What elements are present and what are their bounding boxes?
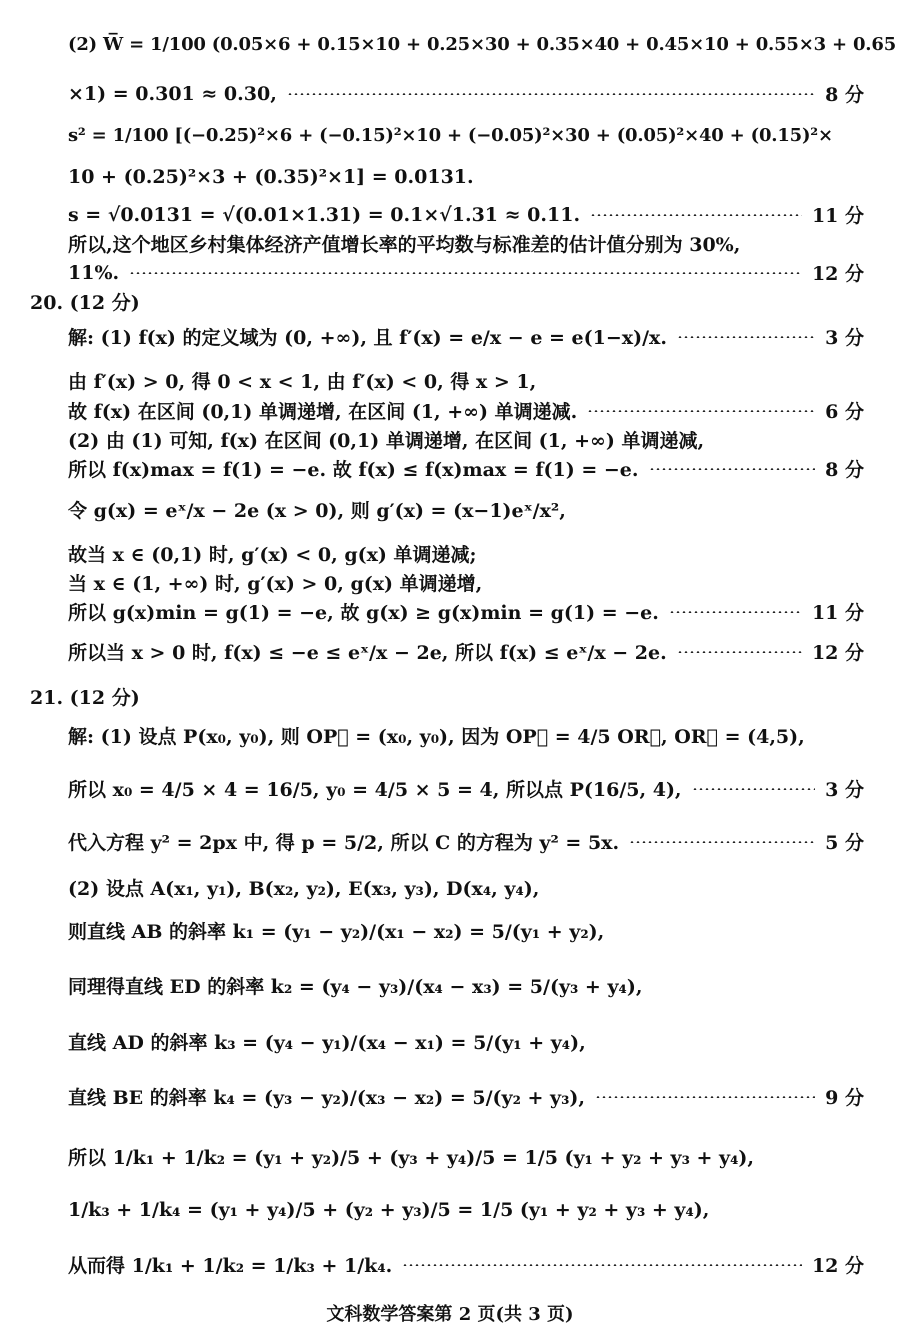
text-line — [68, 775, 864, 802]
line-text: 直线 BE 的斜率 k₄ = (y₃ − y₂)/(x₃ − x₂) = 5/(y₂ + y₃), — [68, 1087, 586, 1109]
line-text: 同理得直线 ED 的斜率 k₂ = (y₄ − y₃)/(x₄ − x₃) = 5/(y₃ + y₄), — [68, 976, 643, 998]
text-line — [68, 1028, 864, 1055]
line-text: 直线 AD 的斜率 k₃ = (y₄ − y₁)/(x₄ − x₁) = 5/(y₁ + y₄), — [68, 1032, 586, 1054]
dot-leader — [677, 336, 815, 338]
line-text: 故 f(x) 在区间 (0,1) 单调递增, 在区间 (1, +∞) 单调递减. — [68, 401, 578, 423]
dot-leader — [402, 1264, 802, 1266]
line-text: 代入方程 y² = 2px 中, 得 p = 5/2, 所以 C 的方程为 y² = 5x. — [68, 832, 620, 854]
score-label: 11 分 — [811, 205, 864, 227]
line-text: 解: (1) f(x) 的定义域为 (0, +∞), 且 f′(x) = e/x − e = e(1−x)/x. — [68, 327, 667, 349]
line-text: 解: (1) 设点 P(x₀, y₀), 则 OP⃗ = (x₀, y₀), 因为 OP⃗ = 4/5 OR⃗, OR⃗ = (4,5), — [68, 726, 805, 748]
text-line — [68, 426, 864, 453]
dot-leader — [629, 841, 815, 843]
dot-leader — [595, 1096, 815, 1098]
text-line — [68, 166, 864, 188]
text-line — [68, 1199, 864, 1221]
line-text: ×1) = 0.301 ≈ 0.30, — [68, 82, 277, 105]
line-text: (2) W̅ = 1/100 (0.05×6 + 0.15×10 + 0.25×30 + 0.35×40 + 0.45×10 + 0.55×3 + 0.65 — [68, 34, 897, 55]
score-label: 12 分 — [811, 1255, 864, 1277]
line-text: 1/k₃ + 1/k₄ = (y₁ + y₄)/5 + (y₂ + y₃)/5 = 1/5 (y₁ + y₂ + y₃ + y₄), — [68, 1199, 710, 1221]
dot-leader — [669, 611, 802, 613]
line-text: (2) 设点 A(x₁, y₁), B(x₂, y₂), E(x₃, y₃), D(x₄, y₄), — [68, 878, 540, 900]
line-text: s² = 1/100 [(−0.25)²×6 + (−0.15)²×10 + (−0.05)²×30 + (0.05)²×40 + (0.15)²× — [68, 125, 833, 146]
line-text: 故当 x ∈ (0,1) 时, g′(x) < 0, g(x) 单调递减; — [68, 544, 477, 566]
footer-text: 文科数学答案第 2 页(共 3 页) — [326, 1304, 574, 1325]
text-line — [68, 323, 864, 350]
question-heading — [30, 683, 864, 710]
text-line — [68, 598, 864, 625]
text-line — [68, 397, 864, 424]
text-line — [68, 1251, 864, 1278]
text-line — [68, 972, 864, 999]
dot-leader — [649, 468, 816, 470]
dot-leader — [692, 788, 816, 790]
text-line — [68, 722, 864, 749]
line-text: 当 x ∈ (1, +∞) 时, g′(x) > 0, g(x) 单调递增, — [68, 573, 483, 595]
score-label: 12 分 — [811, 642, 864, 664]
score-label: 11 分 — [811, 602, 864, 624]
line-text: 则直线 AB 的斜率 k₁ = (y₁ − y₂)/(x₁ − x₂) = 5/(y₁ + y₂), — [68, 921, 605, 943]
page-footer — [0, 1300, 900, 1326]
dot-leader — [287, 93, 815, 95]
line-text: 所以 x₀ = 4/5 × 4 = 16/5, y₀ = 4/5 × 5 = 4, 所以点 P(16/5, 4), — [68, 779, 682, 801]
line-text: (2) 由 (1) 可知, f(x) 在区间 (0,1) 单调递增, 在区间 (1, +∞) 单调递减, — [68, 430, 705, 452]
score-label: 3 分 — [825, 779, 864, 801]
score-label: 8 分 — [825, 459, 864, 481]
text-line — [68, 638, 864, 665]
text-line — [68, 80, 864, 107]
text-line — [68, 455, 864, 482]
text-line — [68, 917, 864, 944]
text-line — [68, 1083, 864, 1110]
dot-leader — [677, 651, 802, 653]
score-label: 5 分 — [825, 832, 864, 854]
score-label: 9 分 — [825, 1087, 864, 1109]
text-line — [68, 874, 864, 901]
line-text: 所以当 x > 0 时, f(x) ≤ −e ≤ eˣ/x − 2e, 所以 f(x) ≤ eˣ/x − 2e. — [68, 642, 667, 664]
text-line — [68, 201, 864, 228]
question-heading — [30, 288, 864, 315]
heading-text: 21. (12 分) — [30, 687, 140, 709]
text-line — [68, 569, 864, 596]
line-text: 所以 1/k₁ + 1/k₂ = (y₁ + y₂)/5 + (y₃ + y₄)/5 = 1/5 (y₁ + y₂ + y₃ + y₄), — [68, 1147, 755, 1169]
text-line — [68, 230, 864, 257]
line-text: 所以 f(x)max = f(1) = −e. 故 f(x) ≤ f(x)max = f(1) = −e. — [68, 459, 639, 481]
text-line — [68, 828, 864, 855]
text-line — [68, 125, 864, 146]
text-line — [68, 259, 864, 286]
text-line — [68, 1143, 864, 1170]
line-text: 10 + (0.25)²×3 + (0.35)²×1] = 0.0131. — [68, 166, 474, 188]
text-line — [68, 367, 864, 394]
text-line — [68, 34, 897, 55]
dot-leader — [590, 214, 802, 216]
text-line — [68, 540, 864, 567]
line-text: s = √0.0131 = √(0.01×1.31) = 0.1×√1.31 ≈ 0.11. — [68, 203, 581, 226]
heading-text: 20. (12 分) — [30, 292, 140, 314]
score-label: 3 分 — [825, 327, 864, 349]
score-label: 12 分 — [811, 263, 864, 285]
dot-leader — [587, 410, 815, 412]
dot-leader — [129, 272, 802, 274]
line-text: 从而得 1/k₁ + 1/k₂ = 1/k₃ + 1/k₄. — [68, 1255, 393, 1277]
score-label: 8 分 — [825, 84, 864, 106]
text-line — [68, 496, 864, 523]
line-text: 由 f′(x) > 0, 得 0 < x < 1, 由 f′(x) < 0, 得 x > 1, — [68, 371, 537, 393]
line-text: 11%. — [68, 261, 120, 284]
score-label: 6 分 — [825, 401, 864, 423]
line-text: 所以,这个地区乡村集体经济产值增长率的平均数与标准差的估计值分别为 30%, — [68, 234, 741, 256]
line-text: 令 g(x) = eˣ/x − 2e (x > 0), 则 g′(x) = (x−1)eˣ/x², — [68, 500, 566, 522]
line-text: 所以 g(x)min = g(1) = −e, 故 g(x) ≥ g(x)min = g(1) = −e. — [68, 602, 659, 624]
